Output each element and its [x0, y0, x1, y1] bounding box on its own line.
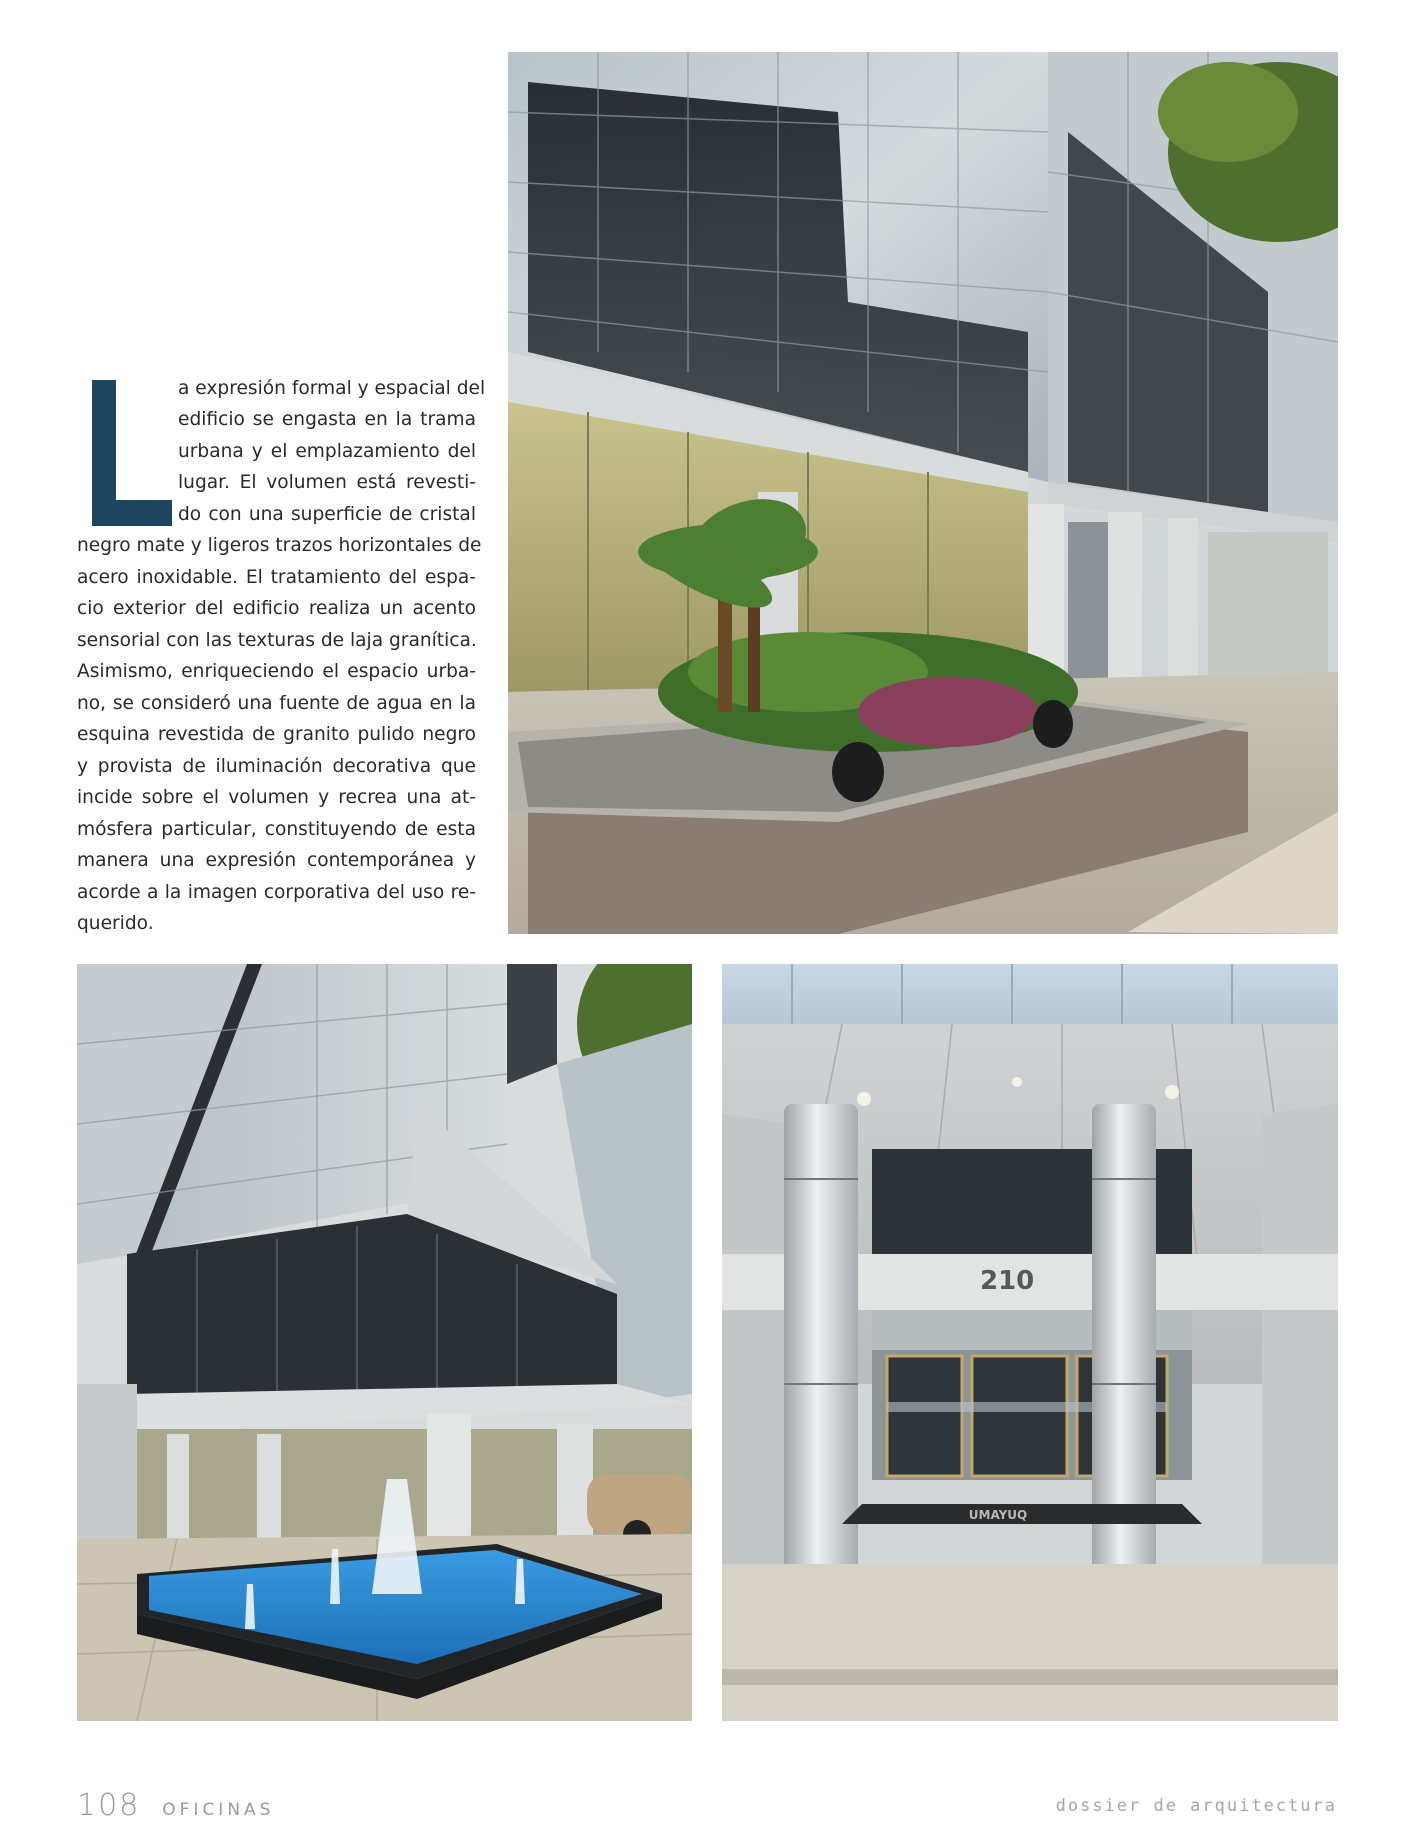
article-line: incide sobre el volumen y recrea una at-	[77, 787, 476, 808]
article-line: mósfera particular, constituyendo de esta	[77, 819, 476, 840]
section-name: OFICINAS	[162, 1800, 275, 1820]
photo-main-entrance	[722, 964, 1338, 1721]
article-line: Asimismo, enriqueciendo el espacio urba-	[77, 661, 476, 682]
article-line: do con una superficie de cristal	[178, 504, 476, 525]
drop-cap-letter	[92, 380, 172, 526]
mat-logo-text: UMAYUQ	[968, 1508, 1028, 1522]
article-line: manera una expresión contemporánea y	[77, 850, 476, 871]
page-number: 108	[77, 1788, 141, 1823]
article-line: no, se consideró una fuente de agua en la	[77, 693, 476, 714]
magazine-name: dossier de arquitectura	[1055, 1796, 1337, 1816]
article-line: cio exterior del edificio realiza un acento	[77, 598, 476, 619]
footer-left	[77, 1788, 274, 1828]
photo-building-planter	[508, 52, 1338, 934]
article-line: negro mate y ligeros trazos horizontales de	[77, 535, 482, 556]
article-line: querido.	[77, 913, 154, 934]
article-line: y provista de iluminación decorativa que	[77, 756, 476, 777]
article-line: acorde a la imagen corporativa del uso re-	[77, 882, 476, 903]
photo-corner-fountain	[77, 964, 692, 1721]
article-line: urbana y el emplazamiento del	[178, 441, 476, 462]
article-line: edificio se engasta en la trama	[178, 409, 476, 430]
article-line: sensorial con las texturas de laja granítica.	[77, 630, 477, 651]
article-line: esquina revestida de granito pulido negro	[77, 724, 476, 745]
article-line: a expresión formal y espacial del	[178, 378, 486, 399]
article-line: lugar. El volumen está revesti-	[178, 472, 476, 493]
article-line: acero inoxidable. El tratamiento del espa-	[77, 567, 476, 588]
address-number: 210	[980, 1266, 1035, 1296]
